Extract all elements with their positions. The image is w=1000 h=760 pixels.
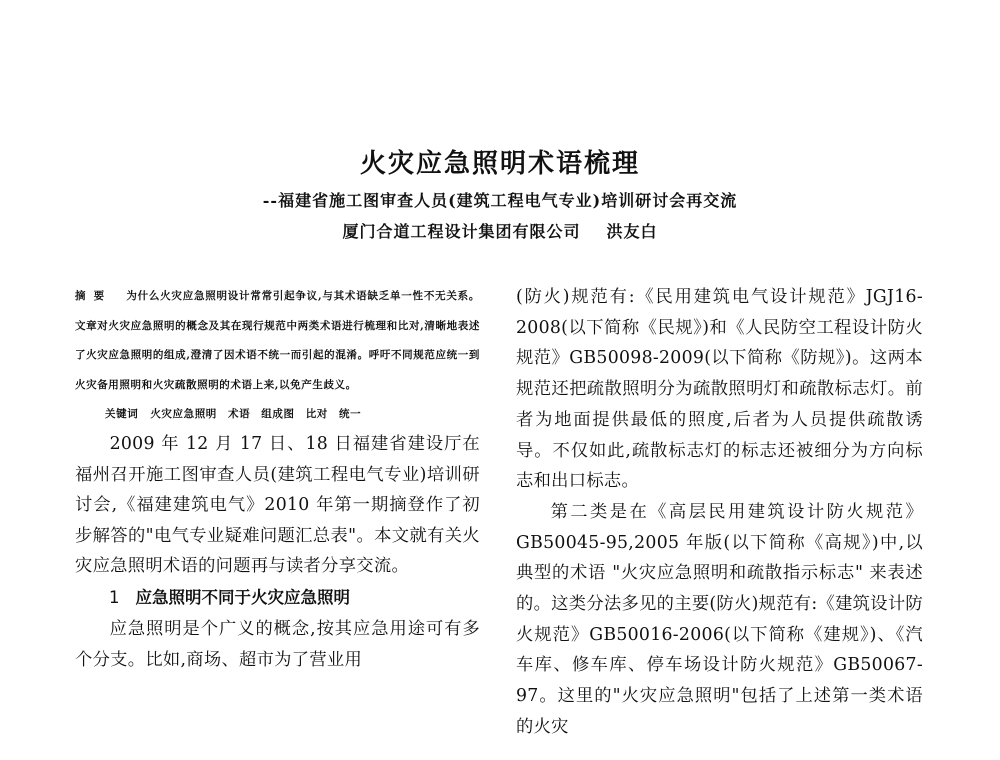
keywords-text: 火灾应急照明 术语 组成图 比对 统一	[150, 408, 362, 420]
byline	[0, 219, 1000, 242]
page-title: 火灾应急照明术语梳理	[359, 149, 640, 179]
left-column	[75, 282, 480, 760]
author: 洪友白	[606, 222, 658, 241]
keywords	[105, 400, 480, 429]
left-paragraph-1: 2009 年 12 月 17 日、18 日福建省建设厅在福州召开施工图审查人员(建筑工程电气专业)培训研讨会,《福建建筑电气》2010 年第一期摘登作了初步解答的"电气专业疑难问题汇总表"。本文就有关火灾应急照明术语的问题再与读者分享交流。	[75, 434, 480, 577]
subtitle: --福建省施工图审查人员(建筑工程电气专业)培训研讨会再交流	[262, 191, 738, 210]
abstract	[75, 282, 480, 400]
section-number: 1	[109, 587, 120, 607]
abstract-text: 为什么火灾应急照明设计常常引起争议,与其术语缺乏单一性不无关系。文章对火灾应急照明的概念及其在现行规范中两类术语进行梳理和比对,清晰地表述了火灾应急照明的组成,澄清了因术语不统一而引起的混淆。呼吁不同规范应统一到火灾备用照明和火灾疏散照明的术语上来,以免产生歧义。	[75, 290, 480, 391]
right-column	[516, 282, 923, 760]
right-paragraph-2: 第二类是在《高层民用建筑设计防火规范》GB50045-95,2005 年版(以下简称《高规》)中,以典型的术语 "火灾应急照明和疏散指示标志" 来表述的。这类分法多见的主要(防火)规范有:《建筑设计防火规范》GB50016-2006(以下简称《建规》)、《汽车库、修车库、停车场设计防火规范》GB50067-97。这里的"火灾应急照明"包括了上述第一类术语的火灾	[516, 501, 923, 737]
organization: 厦门合道工程设计集团有限公司	[342, 222, 581, 241]
left-paragraph-2: 应急照明是个广义的概念,按其应急用途可有多个分支。比如,商场、超市为了营业用	[75, 618, 480, 670]
section-heading	[109, 582, 480, 614]
keywords-label: 关键词	[105, 408, 139, 420]
section-title: 应急照明不同于火灾应急照明	[135, 587, 350, 607]
abstract-label: 摘要	[75, 290, 113, 302]
right-paragraph-1: (防火)规范有:《民用建筑电气设计规范》JGJ16-2008(以下简称《民规》)和《人民防空工程设计防火规范》GB50098-2009(以下简称《防规》)。这两本规范还把疏散照明分为疏散照明灯和疏散标志灯。前者为地面提供最低的照度,后者为人员提供疏散诱导。不仅如此,疏散标志灯的标志还被细分为方向标志和出口标志。	[516, 287, 923, 492]
